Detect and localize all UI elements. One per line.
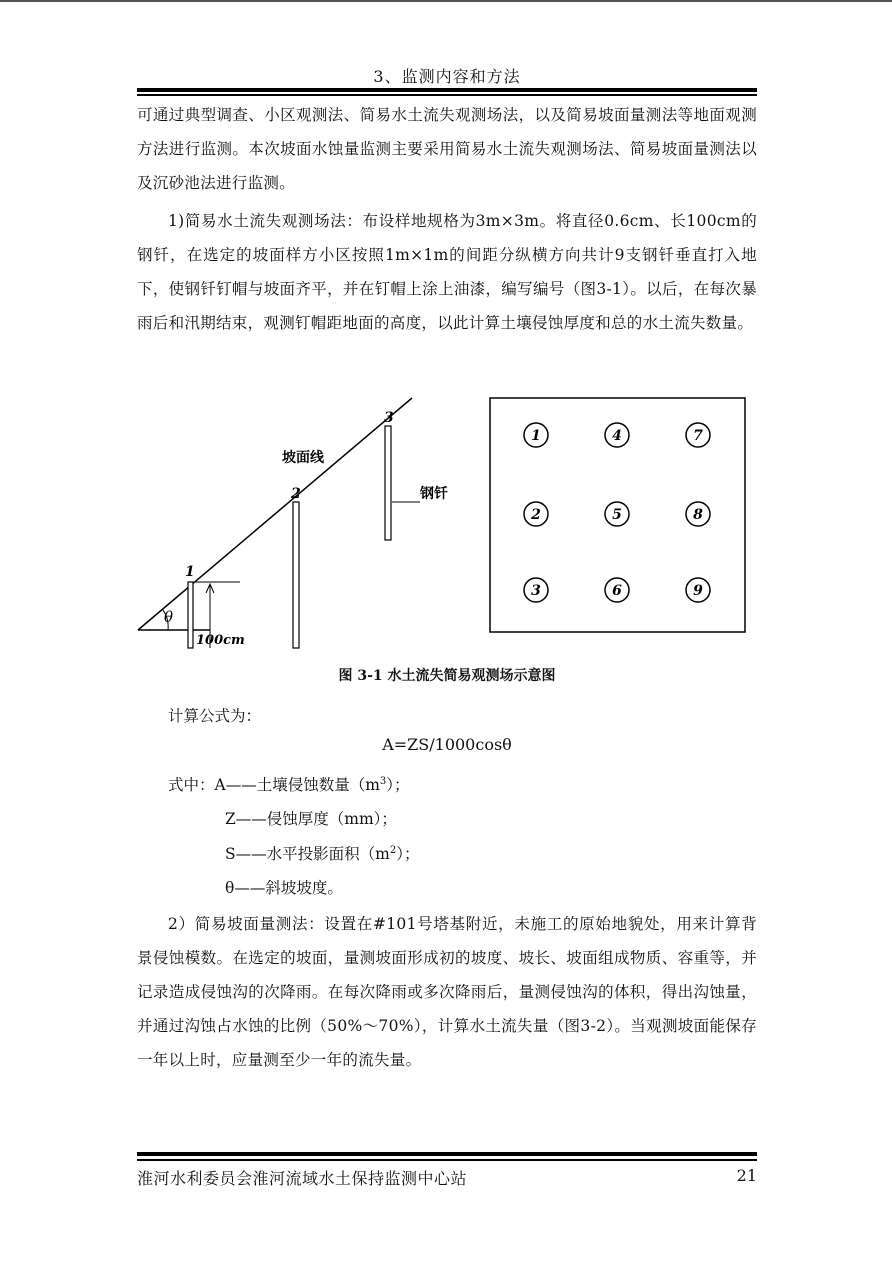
footer-rule-thin [137,1159,757,1161]
grid-number-4: 4 [612,428,622,444]
formula-def-theta [225,876,343,898]
def-s-tail: ）； [396,845,420,863]
paragraph-1: 可通过典型调查、小区观测法、简易水土流失观测场法，以及简易坡面量测法等地面观测方法进行监测。本次坡面水蚀量监测主要采用简易水土流失观测场法、简易坡面量测法以及沉砂池法进行监测。 [137,106,757,192]
figure-3-1 [130,390,760,655]
paragraph-2: 1)简易水土流失观测场法：布设样地规格为3m×3m。将直径0.6cm、长100cm的钢钎，在选定的坡面样方小区按照1m×1m的间距分纵横方向共计9支钢钎垂直打入地下，使钢钎钉帽与坡面齐平，并在钉帽上涂上油漆，编写编号（图3-1）。以后，在每次暴雨后和汛期结束，观测钉帽距地面的高度，以此计算土壤侵蚀厚度和总的水土流失数量。 [137,212,757,332]
def-a-sup: 3 [379,775,387,787]
def-theta-text: θ——斜坡坡度。 [225,879,343,897]
header-rule-thin [137,94,757,96]
slope-label: 坡面线 [282,450,324,466]
where-prefix: 式中： [168,776,215,794]
rod-number-1: 1 [185,564,195,580]
rod-number-3: 3 [384,410,394,426]
footer-rule-thick [137,1152,757,1156]
grid-number-2: 2 [531,507,541,523]
paragraph-3: 2）简易坡面量测法：设置在#101号塔基附近，未施工的原始地貌处，用来计算背景侵蚀模数。在选定的坡面，量测坡面形成初的坡度、坡长、坡面组成物质、容重等，并记录造成侵蚀沟的次降雨。在每次降雨或多次降雨后，量测侵蚀沟的体积，得出沟蚀量，并通过沟蚀占水蚀的比例（50%～70%），计算水土流失量（图3-2）。当观测坡面能保存一年以上时，应量测至少一年的流失量。 [137,915,757,1069]
grid-number-9: 9 [693,583,703,599]
slope-line [138,398,412,630]
figure-caption: 图 3-1 水土流失简易观测场示意图 [338,668,556,684]
def-a-tail: ）； [386,776,410,794]
grid-number-5: 5 [612,507,622,523]
header-rule-thick [137,88,757,92]
page-number: 21 [736,1166,757,1185]
length-label: 100cm [196,633,245,648]
formula-intro: 计算公式为： [168,707,262,725]
slope-diagram [138,398,420,648]
angle-label: θ [164,608,174,626]
def-s-text: S——水平投影面积（m [225,845,390,863]
rod-1 [188,582,193,648]
rod-2 [293,502,299,648]
top-border [0,0,892,2]
def-a-text: A——土壤侵蚀数量（m [214,776,380,794]
formula-expression: A=ZS/1000cosθ [382,735,512,754]
footer-organization: 淮河水利委员会淮河流域水土保持监测中心站 [137,1169,468,1188]
def-z-text: Z——侵蚀厚度（mm）； [225,810,397,828]
def-s-sup: 2 [389,844,397,856]
running-header: 3、监测内容和方法 [373,67,521,86]
grid-number-7: 7 [693,428,703,444]
formula-def-s [225,842,419,864]
rod-3 [385,426,391,540]
formula-def-a [168,773,410,795]
grid-number-8: 8 [693,507,703,523]
formula-def-z [225,807,397,829]
grid-number-6: 6 [612,583,622,599]
grid-number-1: 1 [531,428,541,444]
grid-number-3: 3 [531,583,541,599]
rod-label: 钢钎 [420,486,448,502]
rod-number-2: 2 [291,486,301,502]
